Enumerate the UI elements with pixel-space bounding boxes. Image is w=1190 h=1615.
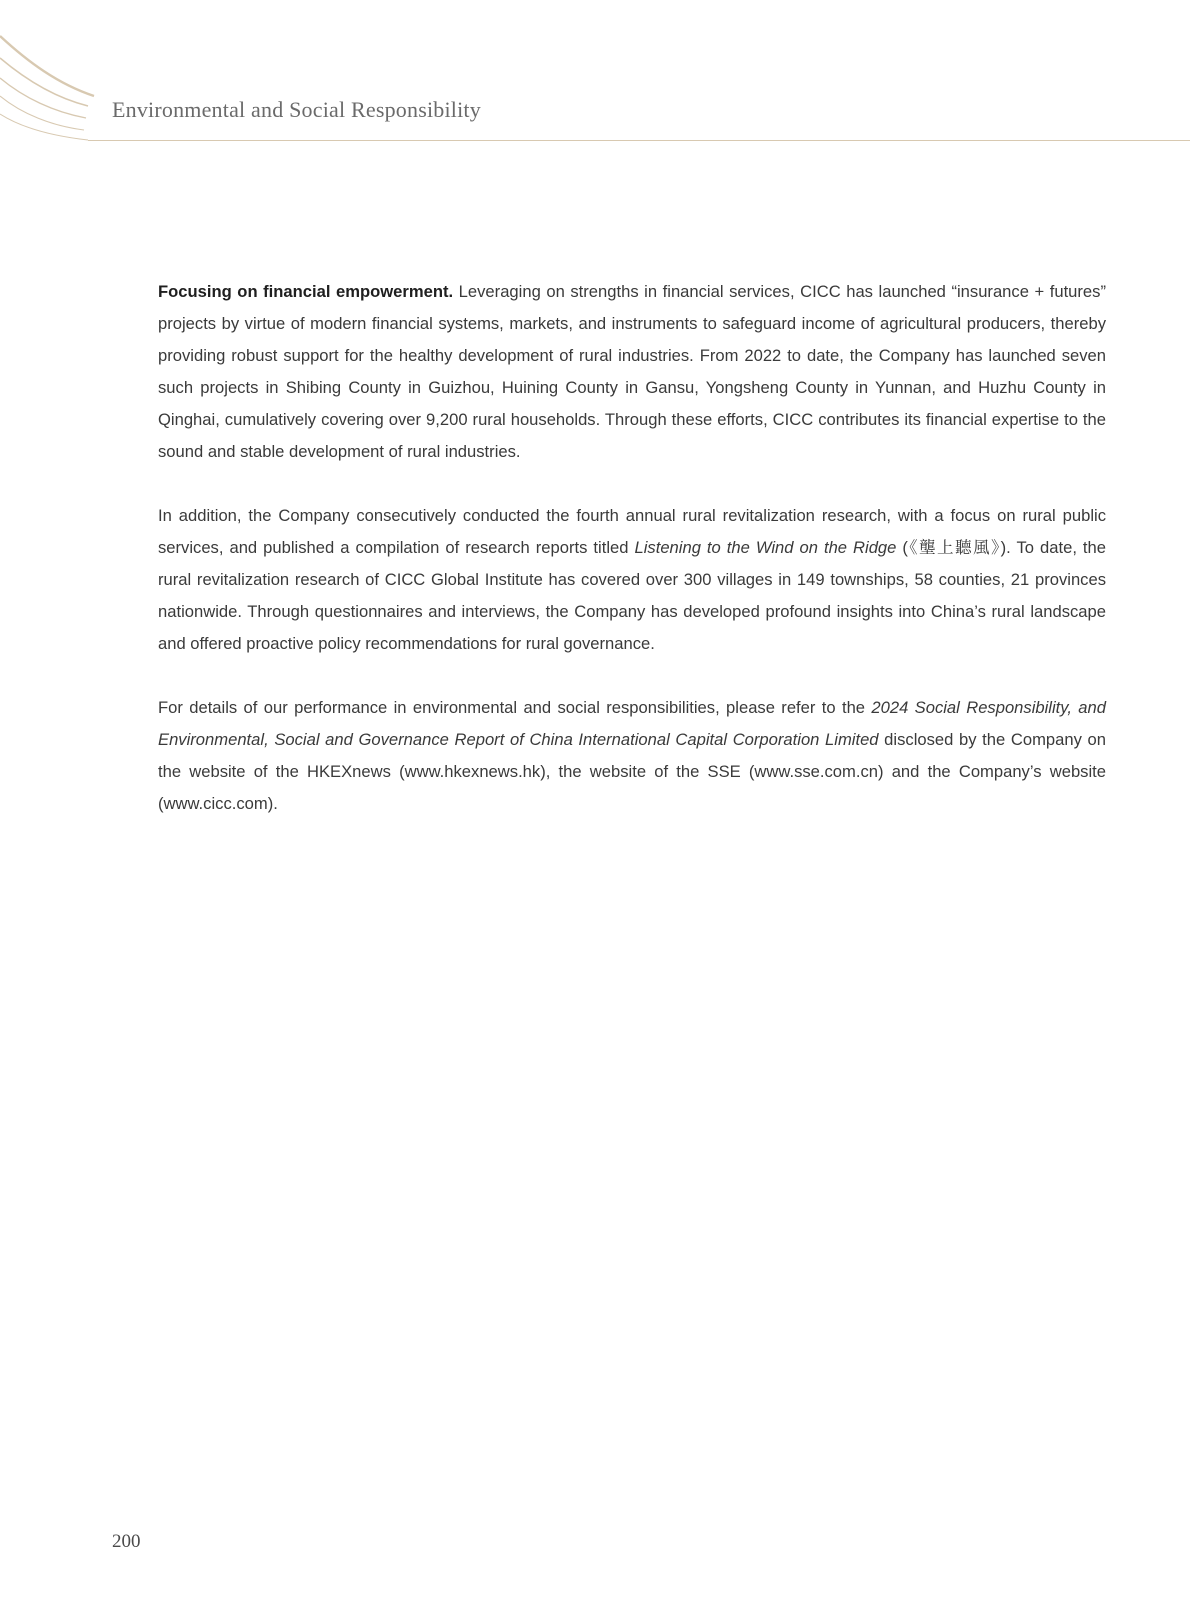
section-title: Environmental and Social Responsibility [112, 97, 481, 122]
header-divider [88, 140, 1190, 141]
paragraph-rural-research [158, 500, 1106, 660]
paragraph-text: In addition, the Company consecutively conducted the fourth annual rural revitalization research, with a focus on rural public services, and published a compilation of research reports titled [158, 506, 1106, 557]
esg-report-title: 2024 Social Responsibility, and Environmental, Social and Governance Report of China International Capital Corporation Limited [158, 698, 1106, 749]
paragraph-esg-report-reference [158, 692, 1106, 820]
paragraph-text: (《壟上聽風》). To date, the rural revitalization research of CICC Global Institute has covered over 300 villages in 149 townships, 58 counties, 21 provinces nationwide. Through questionnaires and interviews, the Company has developed profound insights into China’s rural landscape and offered proactive policy recommendations for rural governance. [158, 538, 1107, 653]
main-content [158, 276, 1106, 852]
corner-arc-decoration [0, 0, 140, 160]
paragraph-text: Leveraging on strengths in financial services, CICC has launched “insurance + futures” projects by virtue of modern financial systems, markets, and instruments to safeguard income of agricultural producers, thereby providing robust support for the healthy development of rural industries. From 2022 to date, the Company has launched seven such projects in Shibing County in Guizhou, Huining County in Gansu, Yongsheng County in Yunnan, and Huzhu County in Qinghai, cumulatively covering over 9,200 rural households. Through these efforts, CICC contributes its financial expertise to the sound and stable development of rural industries. [158, 282, 1106, 461]
paragraph-lead: Focusing on financial empowerment. [158, 282, 454, 301]
report-title: Listening to the Wind on the Ridge [634, 538, 897, 557]
page-number: 200 [112, 1531, 141, 1552]
paragraph-financial-empowerment [158, 276, 1106, 468]
paragraph-text: For details of our performance in environmental and social responsibilities, please refer to the [158, 698, 872, 717]
paragraph-text: disclosed by the Company on the website of the HKEXnews (www.hkexnews.hk), the website of the SSE (www.sse.com.cn) and the Company’s website (www.cicc.com). [158, 730, 1106, 813]
